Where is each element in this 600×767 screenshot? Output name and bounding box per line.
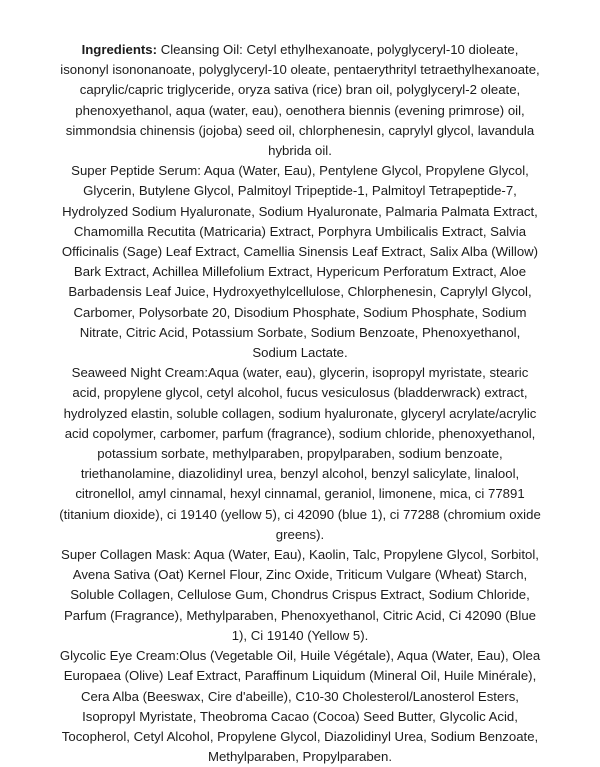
- super-collagen-mask-paragraph: Super Collagen Mask: Aqua (Water, Eau), Kaolin, Talc, Propylene Glycol, Sorbitol, Avena Sativa (Oat) Kernel Flour, Zinc Oxide, Triticum Vulgare (Wheat) Starch, Soluble Collagen, Cellulose Gum, Chondrus Crispus Extract, Sodium Chloride, Parfum (Fragrance), Methylparaben, Phenoxyethanol, Citric Acid, Ci 42090 (Blue 1), Ci 19140 (Yellow 5).: [61, 547, 539, 643]
- seaweed-night-cream-paragraph: Seaweed Night Cream:Aqua (water, eau), glycerin, isopropyl myristate, stearic acid, propylene glycol, cetyl alcohol, fucus vesiculosus (bladderwrack) extract, hydrolyzed elastin, soluble collagen, sodium hyaluronate, glyceryl acrylate/acrylic acid copolymer, carbomer, parfum (fragrance), sodium chloride, phenoxyethanol, potassium sorbate, methylparaben, propylparaben, sodium benzoate, triethanolamine, diazolidinyl urea, benzyl alcohol, benzyl salicylate, linalool, citronellol, amyl cinnamal, hexyl cinnamal, geraniol, limonene, mica, ci 77891 (titanium dioxide), ci 19140 (yellow 5), ci 42090 (blue 1), ci 77288 (chromium oxide greens).: [59, 365, 541, 542]
- ingredients-document: [0, 40, 600, 767]
- ingredients-heading: Ingredients:: [81, 42, 158, 57]
- glycolic-eye-cream-paragraph: Glycolic Eye Cream:Olus (Vegetable Oil, Huile Végétale), Aqua (Water, Eau), Olea Europaea (Olive) Leaf Extract, Paraffinum Liquidum (Mineral Oil, Huile Minérale), Cera Alba (Beeswax, Cire d'abeille), C10-30 Cholesterol/Lanosterol Esters, Isopropyl Myristate, Theobroma Cacao (Cocoa) Seed Butter, Glycolic Acid, Tocopherol, Cetyl Alcohol, Propylene Glycol, Diazolidinyl Urea, Sodium Benzoate, Methylparaben, Propylparaben.: [59, 648, 541, 765]
- cleansing-oil-paragraph: [56, 40, 544, 161]
- cleansing-oil-text: Cleansing Oil: Cetyl ethylhexanoate, polyglyceryl-10 dioleate, isononyl isononanoate, polyglyceryl-10 oleate, pentaerythrityl tetraethylhexanoate, caprylic/capric triglyceride, oryza sativa (rice) bran oil, polyglyceryl-2 oleate, phenoxyethanol, aqua (water, eau), oenothera biennis (evening primrose) oil, simmondsia chinensis (jojoba) seed oil, chlorphenesin, caprylyl glycol, lavandula hybrida oil.: [60, 42, 540, 159]
- super-peptide-serum-paragraph: Super Peptide Serum: Aqua (Water, Eau), Pentylene Glycol, Propylene Glycol, Glycerin, Butylene Glycol, Palmitoyl Tripeptide-1, Palmitoyl Tetrapeptide-7, Hydrolyzed Sodium Hyaluronate, Sodium Hyaluronate, Palmaria Palmata Extract, Chamomilla Recutita (Matricaria) Extract, Porphyra Umbilicalis Extract, Salvia Officinalis (Sage) Leaf Extract, Camellia Sinensis Leaf Extract, Salix Alba (Willow) Bark Extract, Achillea Millefolium Extract, Hypericum Perforatum Extract, Aloe Barbadensis Leaf Juice, Hydroxyethylcellulose, Chlorphenesin, Caprylyl Glycol, Carbomer, Polysorbate 20, Disodium Phosphate, Sodium Phosphate, Sodium Nitrate, Citric Acid, Potassium Sorbate, Sodium Benzoate, Phenoxyethanol, Sodium Lactate.: [61, 163, 539, 361]
